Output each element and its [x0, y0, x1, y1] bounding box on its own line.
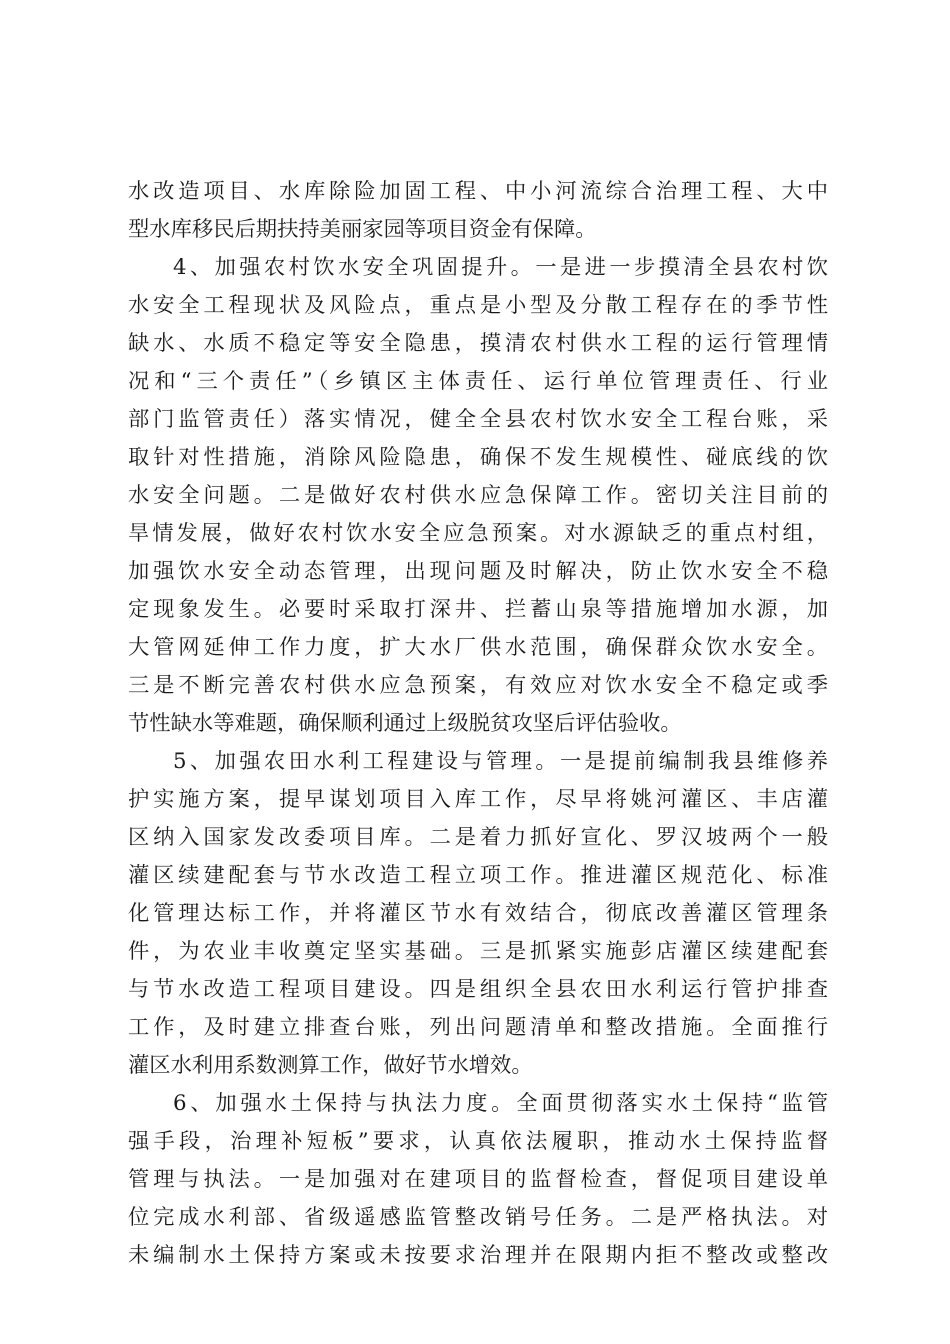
text-line: 定现象发生。必要时采取打深井、拦蓄山泉等措施增加水源，加: [128, 597, 828, 622]
text-line: 灌区续建配套与节水改造工程立项工作。推进灌区规范化、标准: [128, 863, 828, 888]
text-line: 化管理达标工作，并将灌区节水有效结合，彻底改善灌区管理条: [128, 901, 828, 926]
text-line: 节性缺水等难题，确保顺利通过上级脱贫攻坚后评估验收。: [128, 711, 682, 736]
text-line: 部门监管责任）落实情况，健全全县农村饮水安全工程台账，采: [128, 407, 828, 432]
text-line: 区纳入国家发改委项目库。二是着力抓好宣化、罗汉坡两个一般: [128, 825, 828, 850]
text-line: 型水库移民后期扶持美丽家园等项目资金有保障。: [128, 217, 597, 242]
paragraph-4-start: 4、加强农村饮水安全巩固提升。一是进一步摸清全县农村饮: [173, 255, 828, 280]
text-line: 强手段，治理补短板”要求，认真依法履职，推动水土保持监督: [128, 1129, 828, 1154]
text-line: 位完成水利部、省级遥感监管整改销号任务。二是严格执法。对: [128, 1205, 828, 1230]
paragraph-6-start: 6、加强水土保持与执法力度。全面贯彻落实水土保持“监管: [173, 1091, 828, 1116]
text-line: 与节水改造工程项目建设。四是组织全县农田水利运行管护排查: [128, 977, 828, 1002]
text-line: 工作，及时建立排查台账，列出问题清单和整改措施。全面推行: [128, 1015, 828, 1040]
text-line: 缺水、水质不稳定等安全隐患，摸清农村供水工程的运行管理情: [128, 331, 828, 356]
text-line: 取针对性措施，消除风险隐患，确保不发生规模性、碰底线的饮: [128, 445, 828, 470]
paragraph-5-start: 5、加强农田水利工程建设与管理。一是提前编制我县维修养: [173, 749, 828, 774]
text-line: 未编制水土保持方案或未按要求治理并在限期内拒不整改或整改: [128, 1243, 828, 1268]
text-line: 况和“三个责任”（乡镇区主体责任、运行单位管理责任、行业: [128, 369, 828, 394]
text-line: 护实施方案，提早谋划项目入库工作，尽早将姚河灌区、丰店灌: [128, 787, 828, 812]
text-line: 件，为农业丰收奠定坚实基础。三是抓紧实施彭店灌区续建配套: [128, 939, 828, 964]
text-line: 水改造项目、水库除险加固工程、中小河流综合治理工程、大中: [128, 179, 828, 204]
text-line: 旱情发展，做好农村饮水安全应急预案。对水源缺乏的重点村组，: [128, 521, 828, 546]
text-line: 水安全工程现状及风险点，重点是小型及分散工程存在的季节性: [128, 293, 828, 318]
text-line: 灌区水利用系数测算工作，做好节水增效。: [128, 1053, 533, 1078]
text-line: 水安全问题。二是做好农村供水应急保障工作。密切关注目前的: [128, 483, 828, 508]
text-line: 加强饮水安全动态管理，出现问题及时解决，防止饮水安全不稳: [128, 559, 828, 584]
text-line: 大管网延伸工作力度，扩大水厂供水范围，确保群众饮水安全。: [128, 635, 828, 660]
text-line: 管理与执法。一是加强对在建项目的监督检查，督促项目建设单: [128, 1167, 828, 1192]
text-line: 三是不断完善农村供水应急预案，有效应对饮水安全不稳定或季: [128, 673, 828, 698]
